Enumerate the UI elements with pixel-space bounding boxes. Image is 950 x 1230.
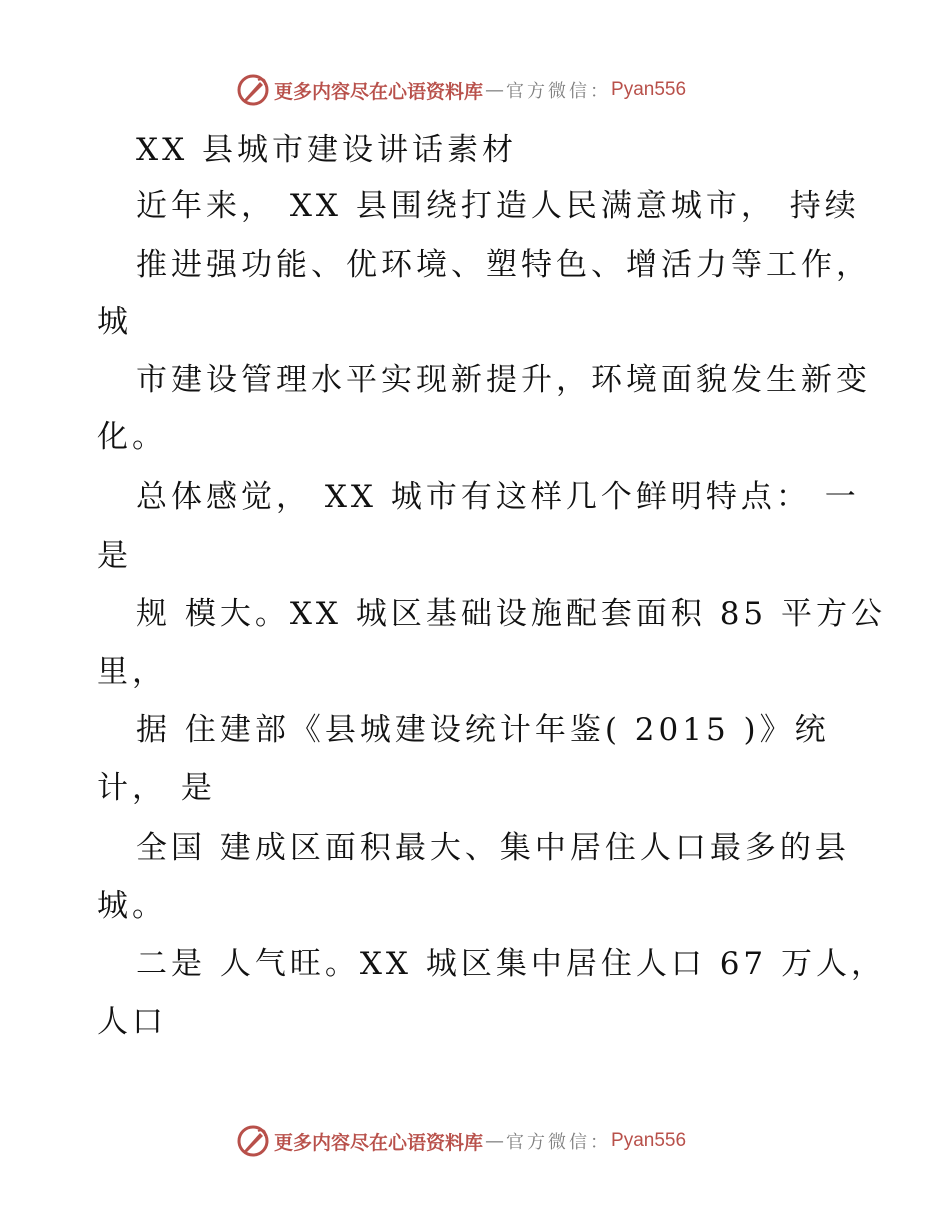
text-line: 里， <box>97 654 167 690</box>
text-line: 市建设管理水平实现新提升，环境面貌发生新变 <box>136 362 871 398</box>
quill-circle-icon <box>236 1124 270 1158</box>
watermark-site-text: 更多内容尽在心语资料库 <box>274 1131 484 1154</box>
text-line: 二是 人气旺。XX 城区集中居住人口 67 万人， <box>136 946 886 982</box>
footer-watermark <box>236 1124 686 1158</box>
text-line: 总体感觉， XX 城市有这样几个鲜明特点： 一 <box>136 479 860 515</box>
document-title: XX 县城市建设讲话素材 <box>136 132 517 168</box>
header-watermark <box>236 73 686 107</box>
watermark-dash: — <box>485 79 505 101</box>
text-line: 是 <box>97 538 132 574</box>
text-line: 化。 <box>97 419 167 455</box>
watermark-wechat-label: 官方微信： <box>506 1132 612 1153</box>
watermark-wechat-label: 官方微信： <box>506 81 612 102</box>
text-line: 推进强功能、优环境、塑特色、增活力等工作， <box>136 247 871 283</box>
text-line: 计， 是 <box>97 770 216 806</box>
watermark-site-text: 更多内容尽在心语资料库 <box>274 80 484 103</box>
text-line: 规 模大。XX 城区基础设施配套面积 85 平方公 <box>136 596 886 632</box>
watermark-wechat-id: Pyan556 <box>611 1130 687 1151</box>
text-line: 近年来， XX 县围绕打造人民满意城市， 持续 <box>136 188 860 224</box>
watermark-wechat-id: Pyan556 <box>611 79 687 100</box>
text-line: 城 <box>97 304 132 340</box>
text-line: 全国 建成区面积最大、集中居住人口最多的县 <box>136 830 850 866</box>
text-line: 城。 <box>97 888 167 924</box>
quill-circle-icon <box>236 73 270 107</box>
text-line: 人口 <box>97 1004 167 1040</box>
watermark-dash: — <box>485 1130 505 1152</box>
text-line: 据 住建部《县城建设统计年鉴( 2015 )》统 <box>136 712 830 748</box>
